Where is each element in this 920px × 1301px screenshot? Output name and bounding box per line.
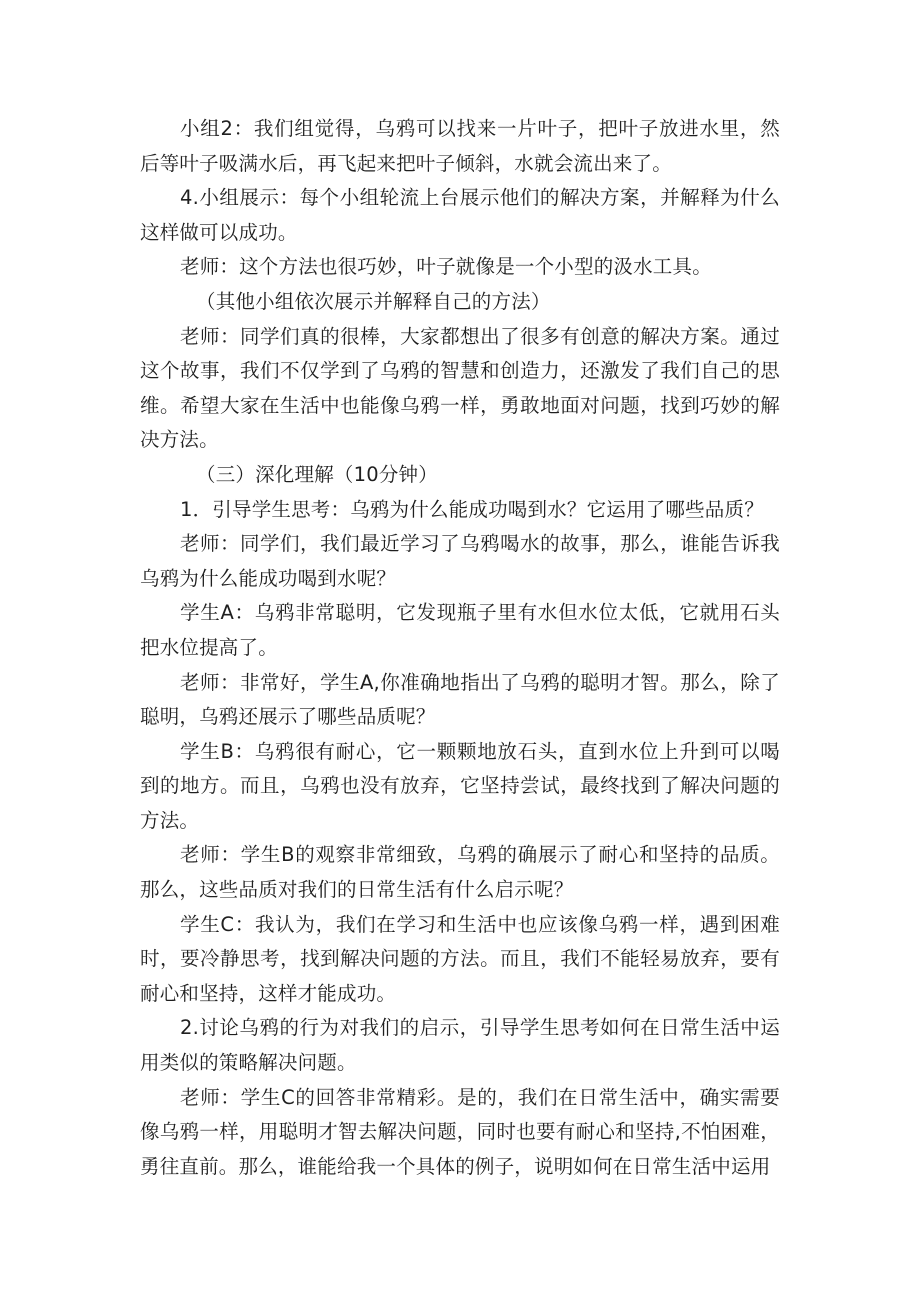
paragraph-teacher-closing: 老师：学生C的回答非常精彩。是的，我们在日常生活中，确实需要像乌鸦一样，用聪明才智去解决问题，同时也要有耐心和坚持,不怕困难，勇往直前。那么，谁能给我一个具体的例子，说明如何在日常生活中运用	[140, 1085, 780, 1178]
paragraph-teacher-summary: 老师：同学们真的很棒，大家都想出了很多有创意的解决方案。通过这个故事，我们不仅学到了乌鸦的智慧和创造力，还激发了我们自己的思维。希望大家在生活中也能像乌鸦一样，勇敢地面对问题，找到巧妙的解决方法。	[140, 324, 780, 452]
paragraph-teacher-question: 老师：同学们，我们最近学习了乌鸦喝水的故事，那么，谁能告诉我乌鸦为什么能成功喝到水呢？	[140, 532, 780, 590]
paragraph-group-presentation: 4.小组展示：每个小组轮流上台展示他们的解决方案，并解释为什么这样做可以成功。	[140, 186, 780, 244]
section-heading-deepen-understanding: （三）深化理解（10分钟）	[196, 462, 438, 486]
paragraph-teacher-followup: 老师：非常好，学生A,你准确地指出了乌鸦的聪明才智。那么，除了聪明，乌鸦还展示了哪些品质呢？	[140, 670, 780, 729]
paragraph-discussion-prompt: 2.讨论乌鸦的行为对我们的启示，引导学生思考如何在日常生活中运用类似的策略解决问题。	[140, 1016, 780, 1075]
paragraph-student-a: 学生A：乌鸦非常聪明，它发现瓶子里有水但水位太低，它就用石头把水位提高了。	[140, 601, 780, 659]
document-page	[140, 112, 780, 1184]
paragraph-group2-answer: 小组2：我们组觉得，乌鸦可以找来一片叶子，把叶子放进水里，然后等叶子吸满水后，再飞起来把叶子倾斜，水就会流出来了。	[140, 117, 780, 175]
paragraph-student-c: 学生C：我认为，我们在学习和生活中也应该像乌鸦一样，遇到困难时，要冷静思考，找到解决问题的方法。而且，我们不能轻易放弃，要有耐心和坚持，这样才能成功。	[140, 912, 780, 1005]
paragraph-teacher-reflection: 老师：学生B的观察非常细致，乌鸦的确展示了耐心和坚持的品质。那么，这些品质对我们的日常生活有什么启示呢？	[140, 843, 780, 902]
paragraph-guide-question: 1．引导学生思考：乌鸦为什么能成功喝到水？它运用了哪些品质？	[180, 497, 764, 521]
paragraph-other-groups-note: （其他小组依次展示并解释自己的方法）	[196, 289, 551, 313]
paragraph-teacher-leaf-comment: 老师：这个方法也很巧妙，叶子就像是一个小型的汲水工具。	[180, 255, 712, 279]
paragraph-student-b: 学生B：乌鸦很有耐心，它一颗颗地放石头，直到水位上升到可以喝到的地方。而且，乌鸦也没有放弃，它坚持尝试，最终找到了解决问题的方法。	[140, 739, 780, 832]
